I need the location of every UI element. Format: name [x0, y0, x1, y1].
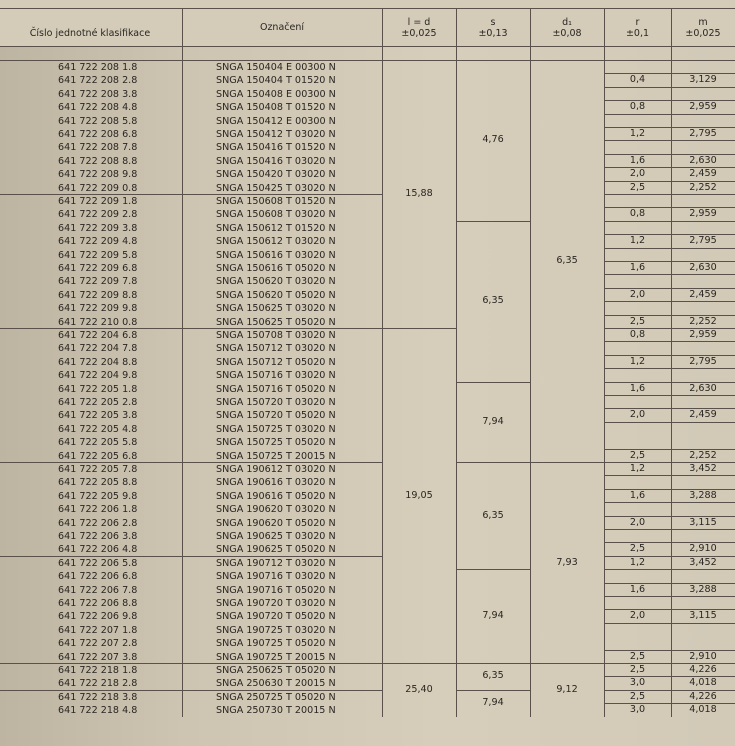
header-m-tolerance: ±0,025 [685, 28, 721, 39]
l-d-value: 25,40 [405, 683, 433, 695]
l-d-value: 15,88 [405, 188, 433, 199]
designation-cell: SNGA 190725 T 05020 N [216, 638, 336, 650]
header-m-label: m [698, 17, 708, 28]
designation-cell: SNGA 150612 T 03020 N [216, 236, 336, 248]
header-m [671, 17, 735, 39]
designation-cell: SNGA 150625 T 03020 N [216, 303, 336, 315]
designation-cell: SNGA 150625 T 05020 N [216, 316, 336, 328]
designation-cell: SNGA 190725 T 03020 N [216, 624, 336, 636]
classification-number-cell: 641 722 204 7.8 [58, 343, 138, 355]
r-value: 1,2 [629, 235, 646, 247]
designation-cell: SNGA 150412 T 03020 N [216, 129, 336, 140]
r-value: 2,0 [629, 516, 646, 528]
designation-cell: SNGA 190712 T 03020 N [216, 557, 336, 569]
classification-number-cell: 641 722 208 1.8 [58, 62, 138, 73]
column-rule [456, 8, 457, 717]
m-value: 2,630 [689, 382, 717, 394]
designation-cell: SNGA 190616 T 03020 N [216, 477, 336, 489]
designation-cell: SNGA 150608 T 01520 N [216, 196, 336, 207]
classification-number-cell: 641 722 205 2.8 [58, 397, 138, 408]
m-value: 2,630 [689, 154, 717, 166]
designation-cell: SNGA 150725 T 03020 N [216, 423, 336, 435]
r-value: 2,0 [629, 409, 646, 421]
r-group-rule [604, 395, 735, 396]
r-value: 2,5 [629, 181, 646, 193]
designation-cell: SNGA 190620 T 05020 N [216, 517, 336, 529]
d1-value: 6,35 [556, 255, 578, 266]
classification-number-cell: 641 722 209 6.8 [58, 263, 138, 274]
designation-cell: SNGA 190720 T 03020 N [216, 598, 336, 609]
m-value: 3,288 [689, 583, 717, 595]
header-top-rule [0, 8, 735, 9]
r-group-rule [604, 60, 735, 61]
designation-cell: SNGA 150404 T 01520 N [216, 75, 336, 87]
header-r [604, 17, 671, 39]
designation-cell: SNGA 150712 T 05020 N [216, 356, 336, 368]
classification-number-cell: 641 722 218 2.8 [58, 678, 138, 690]
designation-cell: SNGA 150420 T 03020 N [216, 169, 336, 181]
m-value: 4,018 [689, 677, 717, 689]
s-value: 7,94 [482, 415, 504, 427]
m-value: 4,226 [689, 664, 717, 675]
classification-number-cell: 641 722 206 9.8 [58, 611, 138, 623]
r-value: 1,2 [629, 556, 646, 568]
r-group-rule [604, 475, 735, 476]
designation-cell: SNGA 190620 T 03020 N [216, 504, 336, 516]
designation-cell: SNGA 190616 T 05020 N [216, 490, 336, 502]
r-value: 2,5 [629, 449, 646, 461]
designation-cell: SNGA 190716 T 05020 N [216, 584, 336, 596]
designation-cell: SNGA 190720 T 05020 N [216, 611, 336, 623]
r-value: 1,6 [629, 262, 646, 273]
l-group-rule [382, 663, 456, 664]
classification-number-cell: 641 722 208 8.8 [58, 155, 138, 167]
s-value: 6,35 [482, 670, 504, 682]
header-s-label: s [490, 17, 496, 28]
r-group-rule [604, 248, 735, 249]
r-group-rule [604, 140, 735, 141]
designation-cell: SNGA 150725 T 05020 N [216, 437, 336, 449]
designation-cell: SNGA 190725 T 20015 N [216, 651, 336, 663]
r-value: 2,5 [629, 650, 646, 662]
m-value: 2,252 [689, 181, 717, 193]
s-group-rule [456, 569, 530, 570]
r-group-rule [604, 341, 735, 342]
designation-cell: SNGA 190625 T 03020 N [216, 531, 336, 542]
r-group-rule [604, 114, 735, 115]
designation-cell: SNGA 150408 E 00300 N [216, 88, 336, 100]
m-value: 2,795 [689, 128, 717, 139]
classification-number-cell: 641 722 207 3.8 [58, 651, 138, 663]
classification-number-cell: 641 722 208 2.8 [58, 75, 138, 87]
r-value: 1,2 [629, 128, 646, 139]
m-value: 3,129 [689, 74, 717, 86]
r-value: 3,0 [629, 704, 646, 716]
classification-number-cell: 641 722 205 9.8 [58, 490, 138, 502]
designation-cell: SNGA 150404 E 00300 N [216, 62, 336, 73]
designation-cell: SNGA 150620 T 05020 N [216, 289, 336, 301]
s-group-rule [456, 382, 530, 383]
m-value: 2,459 [689, 288, 717, 300]
m-value: 2,252 [689, 315, 717, 327]
designation-cell: SNGA 150708 T 03020 N [216, 330, 336, 341]
designation-cell: SNGA 190612 T 03020 N [216, 464, 336, 475]
classification-number-cell: 641 722 205 7.8 [58, 464, 138, 475]
d1-group-rule [530, 663, 604, 664]
s-value: 6,35 [482, 295, 504, 307]
designation-cell: SNGA 150725 T 20015 N [216, 450, 336, 462]
m-value: 2,959 [689, 101, 717, 113]
r-value: 2,0 [629, 168, 646, 180]
classification-number-cell: 641 722 209 9.8 [58, 303, 138, 315]
header-d1-tolerance: ±0,08 [552, 28, 582, 39]
m-value: 2,910 [689, 543, 717, 555]
l-group-rule [382, 60, 456, 61]
designation-cell: SNGA 150416 T 01520 N [216, 142, 336, 154]
classification-number-cell: 641 722 218 3.8 [58, 691, 138, 703]
d1-value: 9,12 [556, 683, 578, 695]
classification-number-cell: 641 722 205 3.8 [58, 410, 138, 422]
r-value: 1,6 [629, 489, 646, 501]
header-l-d-tolerance: ±0,025 [401, 28, 437, 39]
r-value: 1,6 [629, 154, 646, 166]
header-s [456, 17, 530, 39]
header-r-label: r [635, 17, 640, 28]
m-value: 3,288 [689, 489, 717, 501]
classification-number-cell: 641 722 204 9.8 [58, 370, 138, 382]
d1-value: 7,93 [556, 556, 578, 568]
s-group-rule [456, 663, 530, 664]
classification-number-cell: 641 722 204 6.8 [58, 330, 138, 341]
header-d1-label: d₁ [562, 17, 572, 28]
s-value: 6,35 [482, 509, 504, 521]
classification-number-cell: 641 722 209 3.8 [58, 222, 138, 234]
m-value: 2,959 [689, 329, 717, 340]
designation-cell: SNGA 250625 T 05020 N [216, 665, 336, 676]
m-value: 3,452 [689, 463, 717, 474]
designation-cell: SNGA 250725 T 05020 N [216, 691, 336, 703]
r-value: 2,5 [629, 315, 646, 327]
designation-cell: SNGA 190625 T 05020 N [216, 544, 336, 556]
classification-number-cell: 641 722 205 5.8 [58, 437, 138, 449]
r-group-rule [604, 368, 735, 369]
header-bottom-rule [0, 46, 735, 47]
designation-cell: SNGA 150412 E 00300 N [216, 115, 336, 127]
classification-number-cell: 641 722 209 0.8 [58, 182, 138, 194]
classification-number-cell: 641 722 209 4.8 [58, 236, 138, 248]
s-group-rule [456, 690, 530, 691]
classification-number-cell: 641 722 206 6.8 [58, 571, 138, 583]
r-value: 1,2 [629, 355, 646, 367]
classification-number-cell: 641 722 208 4.8 [58, 102, 138, 114]
m-value: 2,795 [689, 235, 717, 247]
classification-number-cell: 641 722 207 2.8 [58, 638, 138, 650]
r-value: 2,5 [629, 664, 646, 675]
r-group-rule [604, 502, 735, 503]
classification-number-cell: 641 722 206 2.8 [58, 517, 138, 529]
classification-number-cell: 641 722 206 1.8 [58, 504, 138, 516]
designation-cell: SNGA 190716 T 03020 N [216, 571, 336, 583]
classification-number-cell: 641 722 210 0.8 [58, 316, 138, 328]
designation-cell: SNGA 250630 T 20015 N [216, 678, 336, 690]
m-value: 2,459 [689, 409, 717, 421]
designation-cell: SNGA 150720 T 03020 N [216, 397, 336, 408]
m-value: 2,795 [689, 355, 717, 367]
m-value: 2,459 [689, 168, 717, 180]
classification-number-cell: 641 722 209 7.8 [58, 276, 138, 288]
designation-cell: SNGA 150620 T 03020 N [216, 276, 336, 288]
m-value: 2,252 [689, 449, 717, 461]
m-value: 2,630 [689, 262, 717, 273]
classification-number-cell: 641 722 209 1.8 [58, 196, 138, 207]
designation-cell: SNGA 150616 T 05020 N [216, 263, 336, 274]
header-r-tolerance: ±0,1 [625, 28, 650, 39]
classification-number-cell: 641 722 206 4.8 [58, 544, 138, 556]
header-l-d-label: l = d [407, 17, 431, 28]
r-value: 2,0 [629, 288, 646, 300]
classification-number-cell: 641 722 208 6.8 [58, 129, 138, 140]
m-value: 4,018 [689, 704, 717, 716]
r-group-rule [604, 569, 735, 570]
row-block-rule [0, 60, 382, 61]
r-value: 1,6 [629, 583, 646, 595]
m-value: 3,115 [689, 610, 717, 622]
header-l-d [382, 17, 456, 39]
m-value: 3,452 [689, 556, 717, 568]
r-value: 0,4 [629, 74, 646, 86]
header-d1 [530, 17, 604, 39]
r-value: 3,0 [629, 677, 646, 689]
l-group-rule [382, 328, 456, 329]
r-group-rule [604, 596, 735, 597]
s-group-rule [456, 221, 530, 222]
designation-cell: SNGA 250730 T 20015 N [216, 705, 336, 717]
classification-number-cell: 641 722 206 5.8 [58, 557, 138, 569]
classification-number-cell: 641 722 205 1.8 [58, 383, 138, 395]
r-value: 0,8 [629, 101, 646, 113]
classification-number-cell: 641 722 208 9.8 [58, 169, 138, 181]
s-group-rule [456, 462, 530, 463]
d1-group-rule [530, 462, 604, 463]
s-value: 4,76 [482, 134, 504, 146]
r-group-rule [604, 87, 735, 88]
classification-number-cell: 641 722 218 1.8 [58, 665, 138, 676]
r-group-rule [604, 194, 735, 195]
designation-cell: SNGA 150612 T 01520 N [216, 222, 336, 234]
r-group-rule [604, 301, 735, 302]
classification-number-cell: 641 722 207 1.8 [58, 624, 138, 636]
designation-cell: SNGA 150616 T 03020 N [216, 249, 336, 261]
classification-number-cell: 641 722 208 3.8 [58, 88, 138, 100]
r-group-rule [604, 623, 735, 624]
classification-number-cell: 641 722 206 8.8 [58, 598, 138, 609]
s-group-rule [456, 60, 530, 61]
m-value: 2,959 [689, 208, 717, 220]
m-value: 3,115 [689, 516, 717, 528]
header-classification-number: Číslo jednotné klasifikace [29, 28, 151, 39]
designation-cell: SNGA 150408 T 01520 N [216, 102, 336, 114]
header-designation: Označení [259, 22, 305, 33]
r-group-rule [604, 221, 735, 222]
r-value: 0,8 [629, 329, 646, 340]
d1-group-rule [530, 60, 604, 61]
classification-number-cell: 641 722 205 6.8 [58, 450, 138, 462]
header-s-tolerance: ±0,13 [478, 28, 508, 39]
designation-cell: SNGA 150425 T 03020 N [216, 182, 336, 194]
column-rule [382, 8, 383, 717]
classification-number-cell: 641 722 208 5.8 [58, 115, 138, 127]
r-group-rule [604, 529, 735, 530]
r-value: 2,5 [629, 543, 646, 555]
classification-number-cell: 641 722 205 8.8 [58, 477, 138, 489]
designation-cell: SNGA 150416 T 03020 N [216, 155, 336, 167]
r-value: 0,8 [629, 208, 646, 220]
s-value: 7,94 [482, 697, 504, 709]
l-d-value: 19,05 [405, 489, 433, 501]
classification-number-cell: 641 722 205 4.8 [58, 423, 138, 435]
classification-number-cell: 641 722 206 7.8 [58, 584, 138, 596]
r-group-rule [604, 422, 735, 423]
classification-number-cell: 641 722 204 8.8 [58, 356, 138, 368]
m-value: 2,910 [689, 650, 717, 662]
classification-number-cell: 641 722 209 2.8 [58, 209, 138, 221]
designation-cell: SNGA 150716 T 03020 N [216, 370, 336, 382]
designation-cell: SNGA 150608 T 03020 N [216, 209, 336, 221]
r-value: 2,5 [629, 690, 646, 702]
classification-number-cell: 641 722 209 5.8 [58, 249, 138, 261]
r-value: 1,2 [629, 463, 646, 474]
r-value: 2,0 [629, 610, 646, 622]
classification-number-cell: 641 722 218 4.8 [58, 705, 138, 717]
m-value: 4,226 [689, 690, 717, 702]
classification-number-cell: 641 722 209 8.8 [58, 289, 138, 301]
r-group-rule [604, 274, 735, 275]
designation-cell: SNGA 150712 T 03020 N [216, 343, 336, 355]
designation-cell: SNGA 150716 T 05020 N [216, 383, 336, 395]
designation-cell: SNGA 150720 T 05020 N [216, 410, 336, 422]
column-rule [182, 8, 183, 717]
column-rule [530, 8, 531, 717]
classification-number-cell: 641 722 208 7.8 [58, 142, 138, 154]
s-value: 7,94 [482, 610, 504, 622]
classification-number-cell: 641 722 206 3.8 [58, 531, 138, 542]
table-header [0, 0, 735, 46]
r-value: 1,6 [629, 382, 646, 394]
